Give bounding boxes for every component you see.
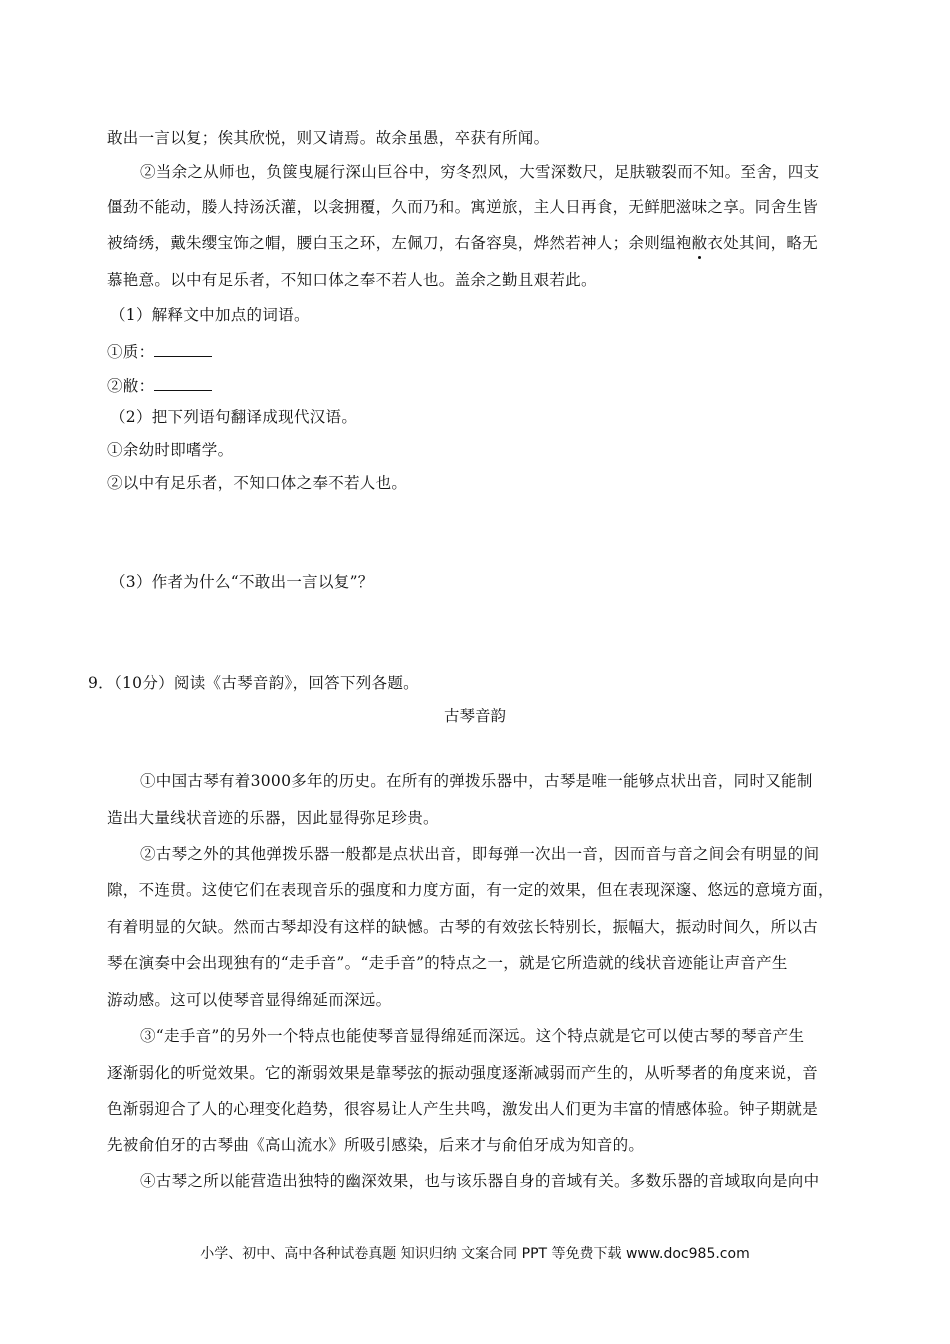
passage1-line-3: 僵劲不能动，媵人持汤沃灌，以衾拥覆，久而乃和。寓逆旅，主人日再食，无鲜肥滋味之享。同舍生皆 <box>107 198 819 216</box>
q9-line-8: ③“走手音”的另外一个特点也能使琴音显得绵延而深远。这个特点就是它可以使古琴的琴音产生 <box>140 1027 805 1045</box>
answer-blank-2[interactable] <box>154 375 212 391</box>
q9-line-3: ②古琴之外的其他弹拨乐器一般都是点状出音，即每弹一次出一音，因而音与音之间会有明显的间 <box>140 845 820 863</box>
q8-trans2: ②以中有足乐者，不知口体之奉不若人也。 <box>107 474 408 492</box>
q8-item2 <box>107 375 867 396</box>
q9-line-11: 先被俞伯牙的古琴曲《高山流水》所吸引感染，后来才与俞伯牙成为知音的。 <box>107 1136 645 1154</box>
q8-sub2: （2）把下列语句翻译成现代汉语。 <box>110 408 358 426</box>
q8-item1 <box>107 341 867 362</box>
q9-heading: 9．（10分）阅读《古琴音韵》，回答下列各题。 <box>88 674 419 692</box>
q9-line-1: ①中国古琴有着3000多年的历史。在所有的弹拨乐器中，古琴是唯一能够点状出音，同时又能制 <box>140 772 813 790</box>
q9-line-9: 逐渐弱化的听觉效果。它的渐弱效果是靠琴弦的振动强度逐渐减弱而产生的，从听琴者的角度来说，音 <box>107 1064 819 1082</box>
q9-line-7: 游动感。这可以使琴音显得绵延而深远。 <box>107 991 392 1009</box>
passage1-line-4-rest: 衣处其间，略无 <box>707 234 819 252</box>
q8-sub1: （1）解释文中加点的词语。 <box>110 306 310 324</box>
q9-line-4: 隙，不连贯。这使它们在表现音乐的强度和力度方面，有一定的效果，但在表现深邃、悠远的意境方面， <box>107 881 834 899</box>
q8-sub3: （3）作者为什么“不敢出一言以复”？ <box>110 573 374 591</box>
page-footer: 小学、初中、高中各种试卷真题 知识归纳 文案合同 PPT 等免费下载 www.doc985.com <box>200 1246 750 1262</box>
q9-line-6: 琴在演奏中会出现独有的“走手音”。“走手音”的特点之一，就是它所造就的线状音迹能让声音产生 <box>107 954 788 972</box>
dotted-character: 敝 <box>691 234 708 252</box>
passage1-line-5: 慕艳意。以中有足乐者，不知口体之奉不若人也。盖余之勤且艰若此。 <box>107 271 597 289</box>
q9-line-2: 造出大量线状音迹的乐器，因此显得弥足珍贵。 <box>107 809 439 827</box>
q8-trans1: ①余幼时即嗜学。 <box>107 441 234 459</box>
passage1-line-4 <box>107 233 867 253</box>
q8-item2-label: ②敝： <box>107 377 155 395</box>
answer-blank-1[interactable] <box>154 341 212 357</box>
q9-line-12: ④古琴之所以能营造出独特的幽深效果，也与该乐器自身的音域有关。多数乐器的音域取向是向中 <box>140 1172 820 1190</box>
passage1-line-1: 敢出一言以复；俟其欣悦，则又请焉。故余虽愚，卒获有所闻。 <box>107 129 550 147</box>
q9-article-title: 古琴音韵 <box>443 707 506 725</box>
q9-line-10: 色渐弱迎合了人的心理变化趋势，很容易让人产生共鸣，激发出人们更为丰富的情感体验。钟子期就是 <box>107 1100 819 1118</box>
passage1-line-2: ②当余之从师也，负箧曳屣行深山巨谷中，穷冬烈风，大雪深数尺，足肤皲裂而不知。至舍，四支 <box>140 163 820 181</box>
q9-line-5: 有着明显的欠缺。然而古琴却没有这样的缺憾。古琴的有效弦长特别长，振幅大，振动时间久，所以古 <box>107 918 819 936</box>
q8-item1-label: ①质： <box>107 343 155 361</box>
passage1-line-4-text: 被绮绣，戴朱缨宝饰之帽，腰白玉之环，左佩刀，右备容臭，烨然若神人；余则缊袍 <box>107 234 692 252</box>
